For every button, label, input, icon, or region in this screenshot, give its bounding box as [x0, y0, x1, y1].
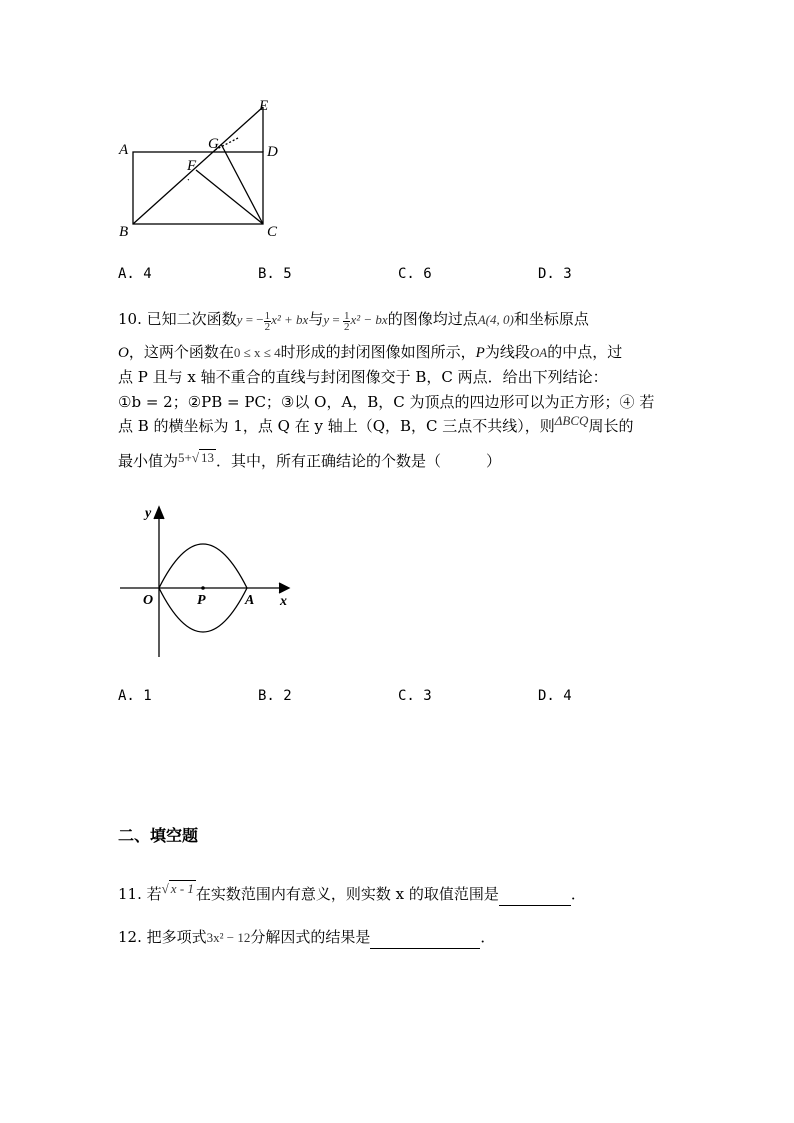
q9-option-d[interactable]: D. 3 — [538, 266, 572, 282]
q9-option-a[interactable]: A. 4 — [118, 266, 152, 282]
x-axis-label: x — [280, 594, 287, 609]
q10-option-d[interactable]: D. 4 — [538, 688, 572, 704]
q10-option-c[interactable]: C. 3 — [398, 688, 432, 704]
rectangle-figure — [110, 92, 290, 242]
q11: 11. 若√ x - 1 在实数范围内有意义，则实数 x 的取值范围是 ． — [118, 883, 586, 906]
label-E: E — [259, 98, 269, 114]
point-a: A(4, 0) — [477, 312, 514, 327]
parabola-figure — [115, 500, 300, 665]
formula-1: y = − $\frac{1}{2}$ x² + bx — [236, 309, 309, 333]
label-D: D — [267, 144, 278, 160]
q10-option-b[interactable]: B. 2 — [258, 688, 292, 704]
point-p-label: P — [197, 593, 206, 608]
triangle-bcq: ΔBCQ — [554, 413, 589, 428]
point-a-label: A — [245, 593, 255, 608]
q10-line-6: 最小值为5+√ 13 ．其中，所有正确结论的个数是（ ） — [118, 450, 502, 470]
q10-line-1: 10. 已知二次函数y = − $\frac{1}{2}$ x² + bx与y = $\frac{1}{2}$ x² − bx的图像均过点A(4, 0)和坐标原点 — [118, 309, 589, 333]
q9-option-b[interactable]: B. 5 — [258, 266, 292, 282]
label-G: G — [208, 136, 219, 152]
label-A: A — [119, 142, 129, 158]
q10-line-5: 点 B 的横坐标为 1，点 Q 在 y 轴上（Q，B，C 三点不共线），则ΔBCQ周长的 — [118, 413, 634, 435]
q10-line-2: O，这两个函数在0 ≤ x ≤ 4时形成的封闭图像如图所示，P为线段OA的中点，过 — [118, 343, 623, 361]
origin-label: O — [143, 593, 154, 608]
answer-blank-12[interactable] — [370, 932, 480, 949]
q10-option-a[interactable]: A. 1 — [118, 688, 152, 704]
polynomial: 3x² − 12 — [206, 930, 251, 945]
question-number: 10. — [118, 310, 142, 328]
q10-line-4: ①b = 2；②PB = PC；③以 O，A，B，C 为顶点的四边形可以为正方形；④ 若 — [118, 393, 655, 411]
q9-option-c[interactable]: C. 6 — [398, 266, 432, 282]
y-axis-label: y — [145, 506, 152, 521]
label-F: F — [187, 158, 197, 174]
q10-line-3: 点 P 且与 x 轴不重合的直线与封闭图像交于 B，C 两点．给出下列结论： — [118, 368, 608, 386]
label-C: C — [267, 224, 278, 240]
answer-blank-11[interactable] — [499, 889, 571, 906]
sqrt-expression: √ x - 1 — [161, 881, 194, 896]
min-value: 5+√ 13 — [178, 450, 214, 465]
formula-2: y = $\frac{1}{2}$ x² − bx — [323, 309, 388, 333]
label-B: B — [119, 224, 129, 240]
section-title: 二、填空题 — [118, 826, 199, 845]
q12: 12. 把多项式3x² − 12分解因式的结果是 ． — [118, 926, 495, 949]
